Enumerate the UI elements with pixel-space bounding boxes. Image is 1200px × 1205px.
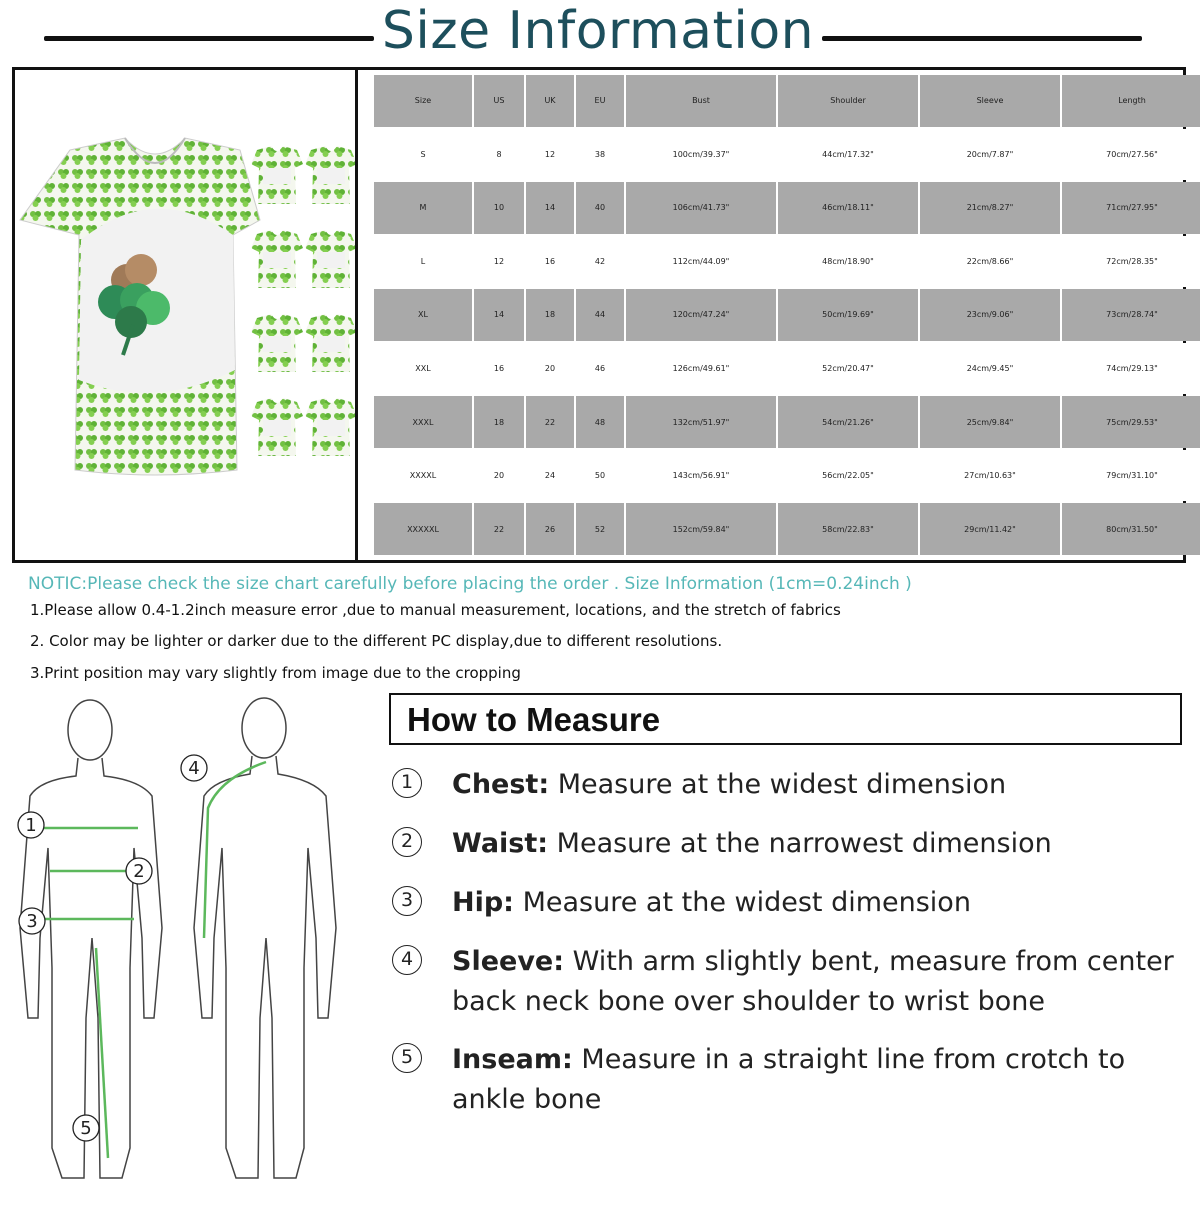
measure-number-3: 3 <box>392 886 422 916</box>
measure-description: Measure at the widest dimension <box>549 769 1007 800</box>
measurement-figures <box>0 688 380 1200</box>
measure-label: Inseam: <box>452 1044 573 1075</box>
table-cell: 25cm/9.84" <box>920 396 1060 448</box>
table-cell: 18 <box>474 396 524 448</box>
table-cell: 22cm/8.66" <box>920 236 1060 288</box>
column-header: Bust <box>626 75 776 127</box>
product-image <box>15 70 355 560</box>
note-1: 1.Please allow 0.4-1.2inch measure error ,due to manual measurement, locations, and the stretch of fabrics <box>30 601 841 619</box>
measure-label: Waist: <box>452 828 549 859</box>
table-row <box>374 289 1200 341</box>
notice-text: NOTIC:Please check the size chart carefully before placing the order . Size Information (1cm=0.24inch ) <box>28 574 912 594</box>
table-cell: 106cm/41.73" <box>626 182 776 234</box>
measure-text-inseam <box>452 1040 1192 1120</box>
marker-1-label: 1 <box>25 815 37 836</box>
marker-5-label: 5 <box>80 1118 92 1139</box>
table-cell: XXXXL <box>374 450 472 502</box>
header <box>0 0 1200 62</box>
table-row <box>374 129 1200 181</box>
table-cell: 143cm/56.91" <box>626 450 776 502</box>
table-cell: 38 <box>576 129 624 181</box>
note-3: 3.Print position may vary slightly from image due to the cropping <box>30 664 521 682</box>
table-cell: 132cm/51.97" <box>626 396 776 448</box>
table-cell: 48cm/18.90" <box>778 236 918 288</box>
table-cell: 126cm/49.61" <box>626 343 776 395</box>
panel-divider <box>355 70 358 560</box>
header-rule-right <box>822 36 1142 41</box>
measure-text-waist <box>452 824 1192 864</box>
table-cell: 152cm/59.84" <box>626 503 776 555</box>
measure-text-sleeve <box>452 942 1192 1022</box>
size-panel <box>12 67 1186 563</box>
measure-description: With arm slightly bent, measure from center back neck bone over shoulder to wrist bone <box>452 946 1174 1017</box>
table-cell: 44 <box>576 289 624 341</box>
table-cell: 120cm/47.24" <box>626 289 776 341</box>
table-cell: S <box>374 129 472 181</box>
table-cell: 79cm/31.10" <box>1062 450 1200 502</box>
measure-description: Measure at the narrowest dimension <box>548 828 1052 859</box>
measure-text-hip <box>452 883 1192 923</box>
column-header: Sleeve <box>920 75 1060 127</box>
table-cell: 23cm/9.06" <box>920 289 1060 341</box>
table-cell: 50cm/19.69" <box>778 289 918 341</box>
marker-3-label: 3 <box>26 911 38 932</box>
table-cell: L <box>374 236 472 288</box>
table-cell: 18 <box>526 289 574 341</box>
table-cell: 100cm/39.37" <box>626 129 776 181</box>
table-cell: 12 <box>526 129 574 181</box>
measure-description: Measure at the widest dimension <box>513 887 971 918</box>
table-cell: 20 <box>526 343 574 395</box>
table-cell: 48 <box>576 396 624 448</box>
marker-4-label: 4 <box>188 758 200 779</box>
how-to-measure-header <box>389 693 1182 745</box>
front-figure <box>20 700 162 1178</box>
table-cell: 27cm/10.63" <box>920 450 1060 502</box>
table-cell: 56cm/22.05" <box>778 450 918 502</box>
table-cell: 21cm/8.27" <box>920 182 1060 234</box>
measure-text-chest <box>452 765 1192 805</box>
header-rule-left <box>44 36 374 41</box>
table-cell: 42 <box>576 236 624 288</box>
table-cell: XXXL <box>374 396 472 448</box>
measure-description: Measure in a straight line from crotch to ankle bone <box>452 1044 1126 1115</box>
table-cell: 71cm/27.95" <box>1062 182 1200 234</box>
size-table <box>372 73 1197 557</box>
table-cell: 16 <box>474 343 524 395</box>
table-cell: 72cm/28.35" <box>1062 236 1200 288</box>
table-cell: 24cm/9.45" <box>920 343 1060 395</box>
table-row <box>374 396 1200 448</box>
table-cell: 74cm/29.13" <box>1062 343 1200 395</box>
table-row <box>374 182 1200 234</box>
back-figure <box>194 698 336 1178</box>
table-cell: 14 <box>526 182 574 234</box>
table-cell: 44cm/17.32" <box>778 129 918 181</box>
column-header: Shoulder <box>778 75 918 127</box>
table-row <box>374 503 1200 555</box>
table-cell: 112cm/44.09" <box>626 236 776 288</box>
table-cell: XL <box>374 289 472 341</box>
note-2: 2. Color may be lighter or darker due to the different PC display,due to different resolutions. <box>30 632 723 650</box>
table-cell: 20 <box>474 450 524 502</box>
table-cell: 52 <box>576 503 624 555</box>
table-cell: XXL <box>374 343 472 395</box>
table-cell: 8 <box>474 129 524 181</box>
measure-label: Sleeve: <box>452 946 565 977</box>
table-row <box>374 343 1200 395</box>
measure-number-1: 1 <box>392 768 422 798</box>
measure-number-4: 4 <box>392 945 422 975</box>
table-cell: 14 <box>474 289 524 341</box>
table-cell: 24 <box>526 450 574 502</box>
page-title: Size Information <box>381 1 815 61</box>
table-cell: 50 <box>576 450 624 502</box>
column-header: US <box>474 75 524 127</box>
table-cell: 75cm/29.53" <box>1062 396 1200 448</box>
table-cell: 20cm/7.87" <box>920 129 1060 181</box>
measure-number-5: 5 <box>392 1043 422 1073</box>
main-shirt <box>20 138 260 475</box>
column-header: EU <box>576 75 624 127</box>
marker-2-label: 2 <box>133 861 145 882</box>
table-cell: 70cm/27.56" <box>1062 129 1200 181</box>
table-cell: 40 <box>576 182 624 234</box>
table-cell: 10 <box>474 182 524 234</box>
table-cell: 22 <box>526 396 574 448</box>
table-cell: 26 <box>526 503 574 555</box>
table-cell: XXXXXL <box>374 503 472 555</box>
measure-label: Hip: <box>452 887 514 918</box>
table-cell: 54cm/21.26" <box>778 396 918 448</box>
table-cell: 58cm/22.83" <box>778 503 918 555</box>
table-row <box>374 236 1200 288</box>
table-cell: 46cm/18.11" <box>778 182 918 234</box>
table-cell: 80cm/31.50" <box>1062 503 1200 555</box>
table-cell: 46 <box>576 343 624 395</box>
table-row <box>374 450 1200 502</box>
product-illustration <box>15 70 355 560</box>
how-to-measure-title: How to Measure <box>407 701 661 738</box>
measure-number-2: 2 <box>392 827 422 857</box>
table-cell: 52cm/20.47" <box>778 343 918 395</box>
column-header: Size <box>374 75 472 127</box>
table-cell: M <box>374 182 472 234</box>
column-header: UK <box>526 75 574 127</box>
measure-label: Chest: <box>452 769 550 800</box>
table-cell: 29cm/11.42" <box>920 503 1060 555</box>
body-diagram <box>0 688 380 1200</box>
thumbnail-grid <box>251 146 355 456</box>
table-cell: 73cm/28.74" <box>1062 289 1200 341</box>
column-header: Length <box>1062 75 1200 127</box>
table-cell: 12 <box>474 236 524 288</box>
table-header-row <box>374 75 1200 127</box>
table-cell: 22 <box>474 503 524 555</box>
table-cell: 16 <box>526 236 574 288</box>
